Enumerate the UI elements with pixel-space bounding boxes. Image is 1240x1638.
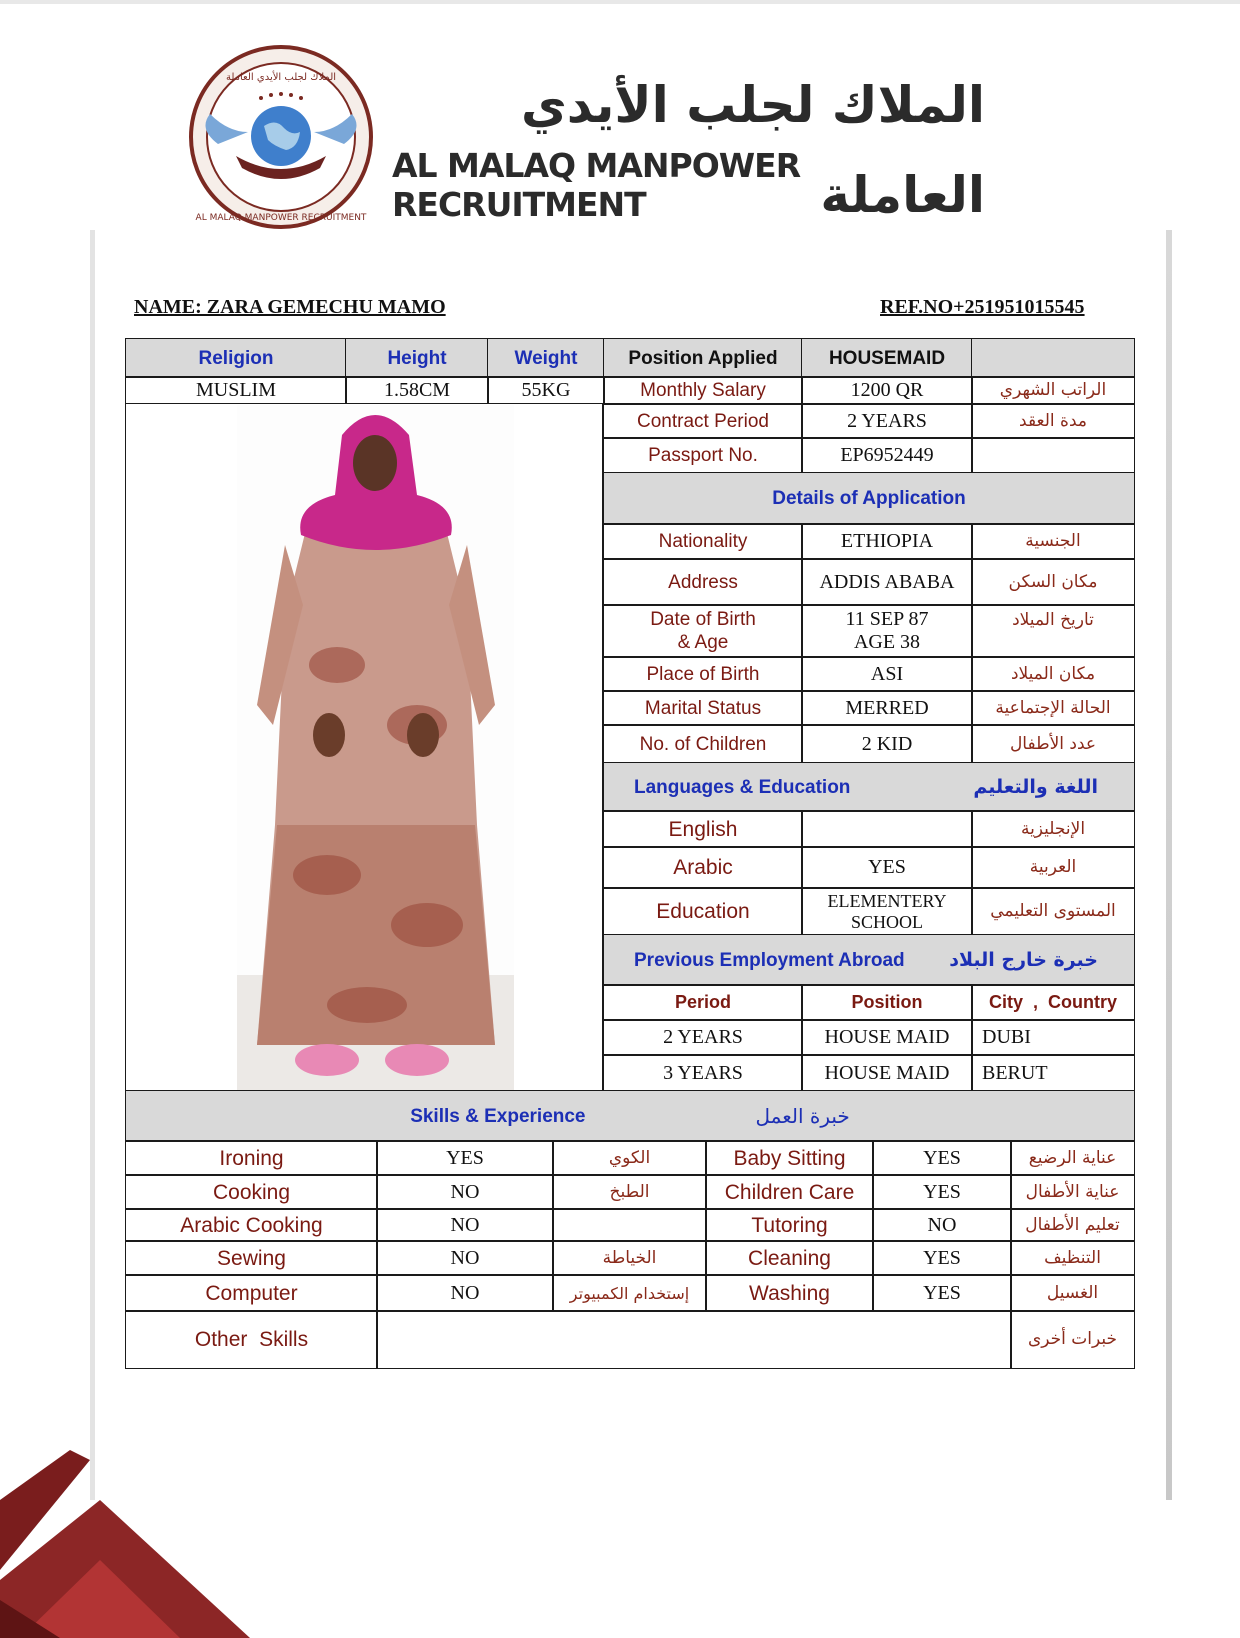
skill-ironing-label: Ironing <box>125 1140 378 1176</box>
skill-computer-value: NO <box>376 1274 554 1312</box>
marital-status-value: MERRED <box>801 690 973 726</box>
company-logo <box>188 44 374 230</box>
place-of-birth-arabic: مكان الميلاد <box>971 656 1135 692</box>
employment-row-2-position: HOUSE MAID <box>801 1054 973 1092</box>
marital-status-label: Marital Status <box>603 690 803 726</box>
other-skills-label: Other Skills <box>125 1310 378 1369</box>
arabic-label: Arabic <box>603 846 803 889</box>
details-section-title: Details of Application <box>603 472 1135 525</box>
employment-section-title <box>603 934 1135 986</box>
skill-ironing-value: YES <box>376 1140 554 1176</box>
skill-baby-sitting-label: Baby Sitting <box>705 1140 874 1176</box>
skill-cleaning-value: YES <box>872 1240 1012 1276</box>
employment-row-2-period: 3 YEARS <box>603 1054 803 1092</box>
employment-col-period: Period <box>603 984 803 1021</box>
skill-washing-label: Washing <box>705 1274 874 1312</box>
skill-cleaning-label: Cleaning <box>705 1240 874 1276</box>
monthly-salary-arabic: الراتب الشهري <box>971 376 1135 405</box>
logo-top-text: الملاك لجلب الأيدي العاملة <box>225 72 337 83</box>
skill-washing-arabic: الغسيل <box>1010 1274 1135 1312</box>
passport-label: Passport No. <box>603 437 803 474</box>
religion-value: MUSLIM <box>125 376 347 405</box>
skill-washing-value: YES <box>872 1274 1012 1312</box>
employment-row-1-period: 2 YEARS <box>603 1019 803 1056</box>
languages-title-arabic: اللغة والتعليم <box>973 775 1098 798</box>
dob-value-date: 11 SEP 87 <box>845 608 929 630</box>
dob-arabic: تاريخ الميلاد <box>971 604 1135 658</box>
address-arabic: مكان السكن <box>971 558 1135 606</box>
skill-computer-label: Computer <box>125 1274 378 1312</box>
skill-cooking-value: NO <box>376 1174 554 1210</box>
education-value <box>801 887 973 936</box>
position-applied-label: Position Applied <box>603 338 803 378</box>
languages-title: Languages & Education <box>634 776 851 798</box>
employment-row-2-city: BERUT <box>971 1054 1135 1092</box>
candidate-name: NAME: ZARA GEMECHU MAMO <box>134 296 446 318</box>
weight-header: Weight <box>487 338 605 378</box>
dob-value <box>801 604 973 658</box>
skill-sewing-value: NO <box>376 1240 554 1276</box>
english-arabic: الإنجليزية <box>971 810 1135 848</box>
marital-status-arabic: الحالة الإجتماعية <box>971 690 1135 726</box>
nationality-arabic: الجنسية <box>971 523 1135 560</box>
employment-col-position: Position <box>801 984 973 1021</box>
english-label: English <box>603 810 803 848</box>
address-value: ADDIS ABABA <box>801 558 973 606</box>
reference-number: REF.NO+251951015545 <box>880 296 1085 318</box>
candidate-photo <box>237 405 514 1090</box>
nationality-value: ETHIOPIA <box>801 523 973 560</box>
skill-cleaning-arabic: التنظيف <box>1010 1240 1135 1276</box>
skill-sewing-label: Sewing <box>125 1240 378 1276</box>
skill-arabic-cooking-value: NO <box>376 1208 554 1242</box>
education-label: Education <box>603 887 803 936</box>
contract-period-label: Contract Period <box>603 403 803 439</box>
height-header: Height <box>345 338 489 378</box>
children-label: No. of Children <box>603 724 803 764</box>
skills-section-title <box>125 1090 1135 1142</box>
skills-title: Skills & Experience <box>410 1105 586 1127</box>
other-skills-arabic: خبرات أخرى <box>1010 1310 1135 1369</box>
header-empty-cell <box>971 338 1135 378</box>
dob-label-line2: & Age <box>677 632 729 653</box>
skill-children-care-value: YES <box>872 1174 1012 1210</box>
skill-tutoring-value: NO <box>872 1208 1012 1242</box>
education-arabic: المستوى التعليمي <box>971 887 1135 936</box>
english-value <box>801 810 973 848</box>
dob-label <box>603 604 803 658</box>
children-arabic: عدد الأطفال <box>971 724 1135 764</box>
skills-title-arabic: خبرة العمل <box>755 1103 850 1128</box>
passport-arabic <box>971 437 1135 474</box>
education-value-line2: SCHOOL <box>850 911 923 932</box>
corner-decoration <box>0 1450 300 1638</box>
address-label: Address <box>603 558 803 606</box>
skill-arabic-cooking-arabic <box>552 1208 707 1242</box>
monthly-salary-label: Monthly Salary <box>603 376 803 405</box>
skill-children-care-arabic: عناية الأطفال <box>1010 1174 1135 1210</box>
dob-label-line1: Date of Birth <box>650 609 756 630</box>
employment-col-city: City , Country <box>971 984 1135 1021</box>
brand-title-arabic: الملاك لجلب الأيدي العاملة <box>520 76 985 224</box>
skill-sewing-arabic: الخياطة <box>552 1240 707 1276</box>
contract-period-value: 2 YEARS <box>801 403 973 439</box>
employment-row-1-city: DUBI <box>971 1019 1135 1056</box>
skill-arabic-cooking-label: Arabic Cooking <box>125 1208 378 1242</box>
weight-value: 55KG <box>487 376 605 405</box>
contract-period-arabic: مدة العقد <box>971 403 1135 439</box>
employment-row-1-position: HOUSE MAID <box>801 1019 973 1056</box>
place-of-birth-value: ASI <box>801 656 973 692</box>
religion-header: Religion <box>125 338 347 378</box>
education-value-line1: ELEMENTERY <box>827 890 947 911</box>
brand-title-english: AL MALAQ MANPOWER RECRUITMENT <box>392 146 801 224</box>
logo-ring-text: AL MALAQ MANPOWER RECRUITMENT <box>195 213 367 223</box>
skill-tutoring-arabic: تعليم الأطفال <box>1010 1208 1135 1242</box>
skill-children-care-label: Children Care <box>705 1174 874 1210</box>
height-value: 1.58CM <box>345 376 489 405</box>
other-skills-value <box>376 1310 1012 1369</box>
monthly-salary-value: 1200 QR <box>801 376 973 405</box>
dob-value-age: AGE 38 <box>853 631 921 653</box>
skill-tutoring-label: Tutoring <box>705 1208 874 1242</box>
employment-title-arabic: خبرة خارج البلاد <box>949 948 1098 971</box>
arabic-value: YES <box>801 846 973 889</box>
children-value: 2 KID <box>801 724 973 764</box>
skill-ironing-arabic: الكوي <box>552 1140 707 1176</box>
skill-cooking-arabic: الطبخ <box>552 1174 707 1210</box>
position-applied-value: HOUSEMAID <box>801 338 973 378</box>
place-of-birth-label: Place of Birth <box>603 656 803 692</box>
arabic-arabic: العربية <box>971 846 1135 889</box>
passport-value: EP6952449 <box>801 437 973 474</box>
languages-section-title <box>603 762 1135 812</box>
skill-cooking-label: Cooking <box>125 1174 378 1210</box>
skill-baby-sitting-arabic: عناية الرضيع <box>1010 1140 1135 1176</box>
employment-title: Previous Employment Abroad <box>634 949 905 971</box>
skill-baby-sitting-value: YES <box>872 1140 1012 1176</box>
skill-computer-arabic: إستخدام الكمبيوتر <box>552 1274 707 1312</box>
nationality-label: Nationality <box>603 523 803 560</box>
